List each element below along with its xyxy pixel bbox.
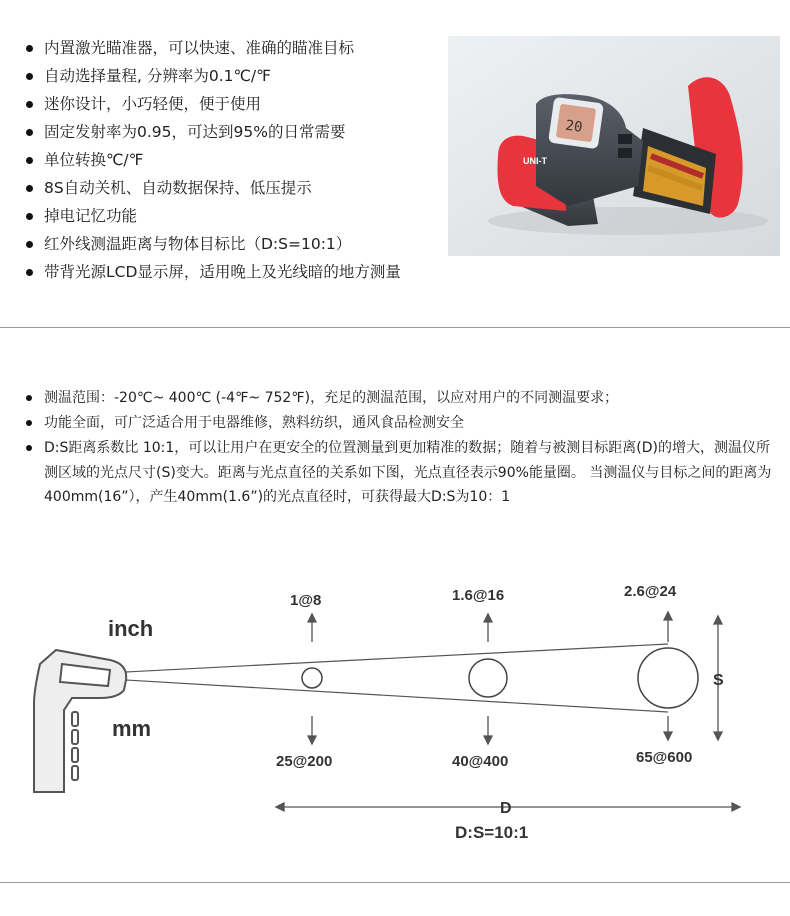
ratio-label: D:S=10:1 xyxy=(455,823,529,842)
thermometer-illustration xyxy=(448,36,780,256)
feature-item: 掉电记忆功能 xyxy=(22,202,401,230)
feature-item: 固定发射率为0.95，可达到95%的日常需要 xyxy=(22,118,401,146)
feature-item: 8S自动关机、自动数据保持、低压提示 xyxy=(22,174,401,202)
diagram-svg xyxy=(0,560,790,860)
spot-circle xyxy=(638,648,698,708)
mm-label: 65@600 xyxy=(636,749,693,766)
distance-spot-diagram xyxy=(0,560,790,860)
mm-label: 40@400 xyxy=(452,753,509,770)
unit-mm-label: mm xyxy=(112,716,152,741)
spot-circle xyxy=(302,668,322,688)
beam-bottom-line xyxy=(126,680,668,712)
detail-item: D:S距离系数比 10:1，可以让用户在更安全的位置测量到更加精准的数据；随着与被测目标距离(D)的增大，测温仪所测区域的光点尺寸(S)变大。距离与光点直径的关系如下图，光点直径表示90%能量圈。 当测温仪与目标之间的距离为400mm(16”），产生40mm(1.6”)的光点直径时，可获得最大D:S为10：1 xyxy=(22,436,777,510)
svg-text:20: 20 xyxy=(564,117,584,136)
feature-item: 自动选择量程, 分辨率为0.1℃/℉ xyxy=(22,62,401,90)
feature-list xyxy=(22,34,401,286)
feature-item: 迷你设计，小巧轻便，便于使用 xyxy=(22,90,401,118)
down-arrow-icons xyxy=(308,716,672,744)
inch-label: 1.6@16 xyxy=(452,587,505,604)
product-photo xyxy=(448,36,780,256)
section-divider xyxy=(0,327,790,328)
unit-inch-label: inch xyxy=(108,616,154,641)
beam-top-line xyxy=(126,644,668,672)
section-divider xyxy=(0,882,790,883)
detail-item: 功能全面，可广泛适合用于电器维修，熟料纺织，通风食品检测安全 xyxy=(22,411,777,436)
distance-label: D xyxy=(500,800,512,817)
inch-label: 1@8 xyxy=(290,592,322,609)
up-arrow-icons xyxy=(308,612,672,642)
spot-circle xyxy=(469,659,507,697)
feature-item: 带背光源LCD显示屏，适用晚上及光线暗的地方测量 xyxy=(22,258,401,286)
inch-label: 2.6@24 xyxy=(624,583,677,600)
brand-label: UNI-T xyxy=(523,156,547,166)
detail-list xyxy=(22,386,777,510)
feature-item: 单位转换℃/℉ xyxy=(22,146,401,174)
feature-item: 红外线测温距离与物体目标比（D:S=10:1） xyxy=(22,230,401,258)
spot-size-label: S xyxy=(713,672,724,689)
mm-label: 25@200 xyxy=(276,753,333,770)
feature-item: 内置激光瞄准器，可以快速、准确的瞄准目标 xyxy=(22,34,401,62)
detail-item: 测温范围：-20℃~ 400℃ (-4℉~ 752℉)，充足的测温范围，以应对用户的不同测温要求； xyxy=(22,386,777,411)
